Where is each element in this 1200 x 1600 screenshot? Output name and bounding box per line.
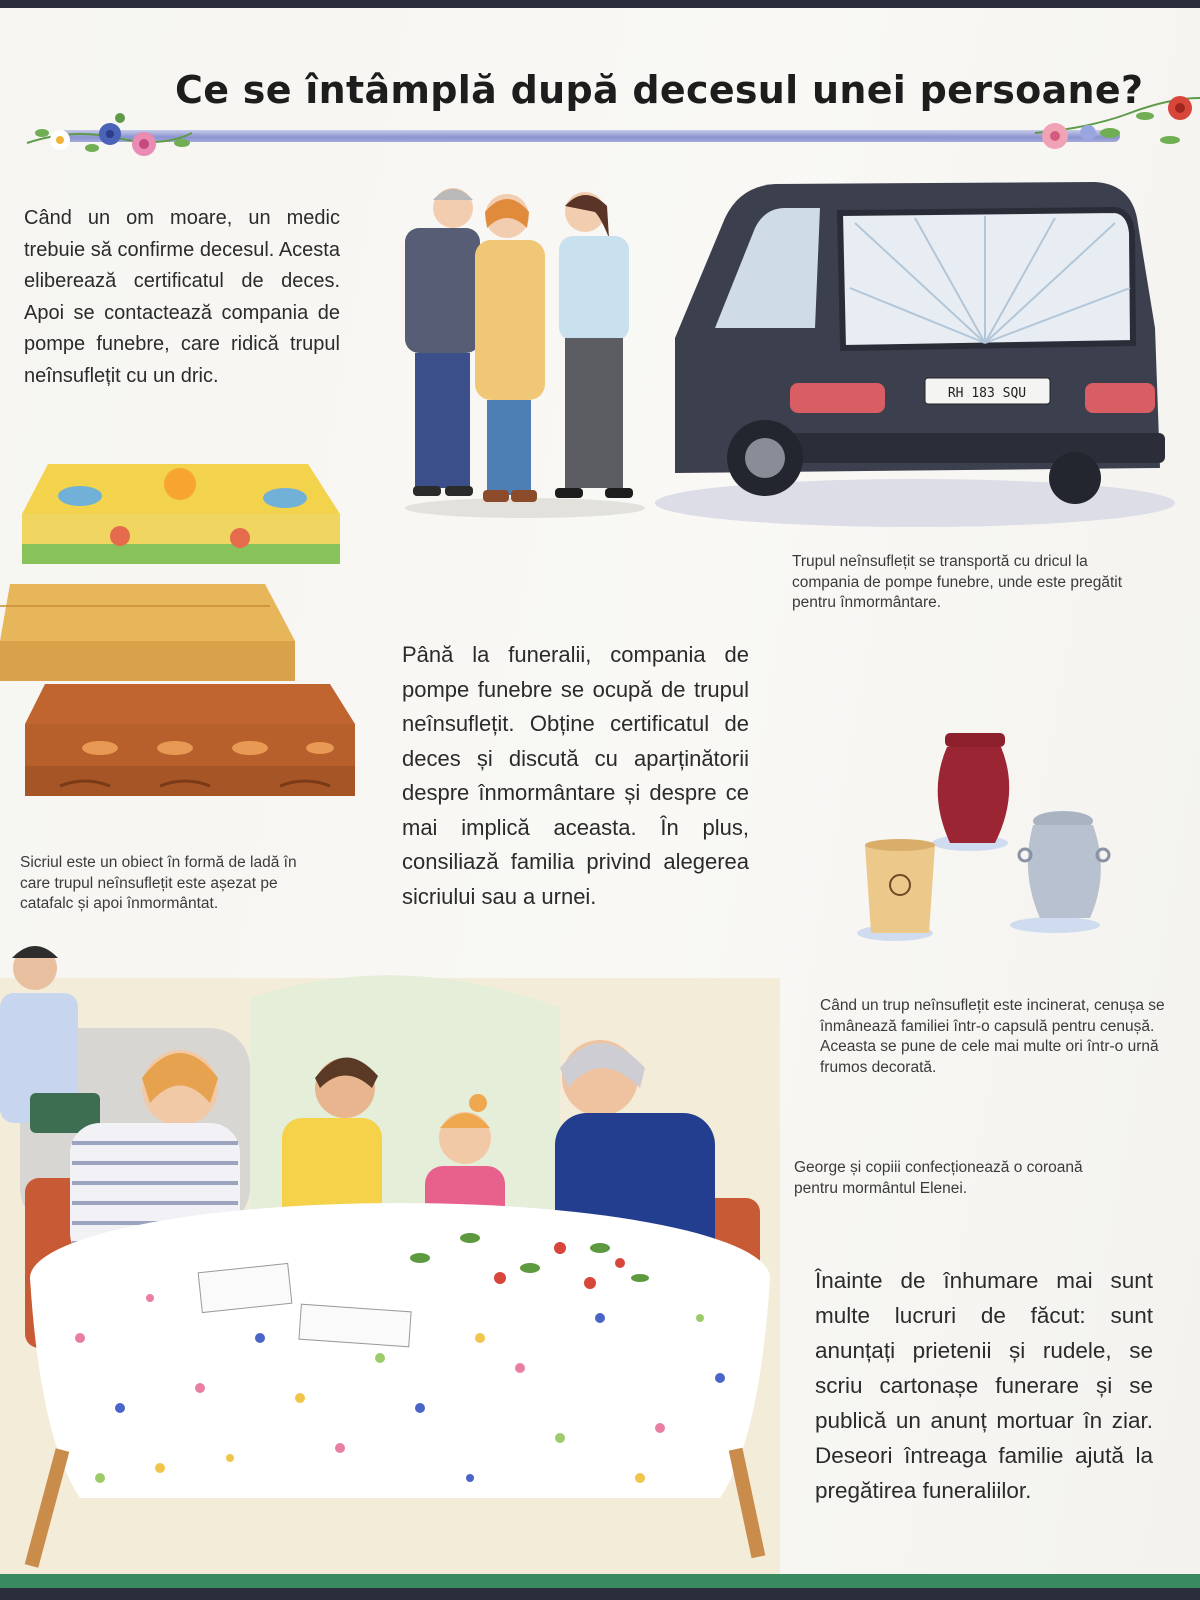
urn-caption: Când un trup neînsuflețit este incinerat, cenușa se înmânează familiei într-o capsulă pentru cenușă. Aceasta se pune de cele mai multe ori într-o urnă frumos decorată. [820,997,1165,1076]
hearse-caption: Trupul neînsuflețit se transportă cu dricul la compania de pompe funebre, unde este pregătit pentru înmormântare. [792,553,1123,611]
family-talking-illustration [395,178,655,523]
coffins-illustration [0,456,380,826]
hearse-illustration [655,178,1185,533]
flower-garland-left-icon [22,108,197,168]
flower-garland-right-icon [1030,88,1200,168]
funeral-company-paragraph: Până la funeralii, compania de pompe funebre se ocupă de trupul neînsuflețit. Obține certificatul de deces și discută cu aparținătorii despre înmormântare și despre ce mai implică aceasta. În plus, consiliază familia privind alegerea sicriului sau a urnei. [402,642,749,909]
urns-illustration [855,733,1145,953]
intro-paragraph: Când un om moare, un medic trebuie să confirme decesul. Acesta eliberează certificatul de deces. Apoi se contactează compania de pompe funebre, care ridică trupul neînsuflețit cu un dric. [24,207,340,387]
page-title: Ce se întâmplă după decesul unei persoane? [175,68,1144,112]
book-page [0,8,1200,1588]
family-table-illustration [0,938,780,1578]
title-underline [60,130,1120,142]
wreath-caption: George și copiii confecționează o coroană pentru mormântul Elenei. [794,1159,1083,1197]
license-plate: RH 183 SQU [947,386,1027,401]
coffin-caption: Sicriul este un obiect în formă de ladă în care trupul neînsuflețit este așezat pe catafalc și apoi înmormântat. [20,854,297,912]
before-burial-paragraph: Înainte de înhumare mai sunt multe lucruri de făcut: sunt anunțați prietenii și rudele, se scriu cartonașe funerare și se publică un anunț mortuar în ziar. Deseori întreaga familie ajută la pregătirea funeraliilor. [815,1268,1153,1503]
page-bottom-edge [0,1574,1200,1588]
